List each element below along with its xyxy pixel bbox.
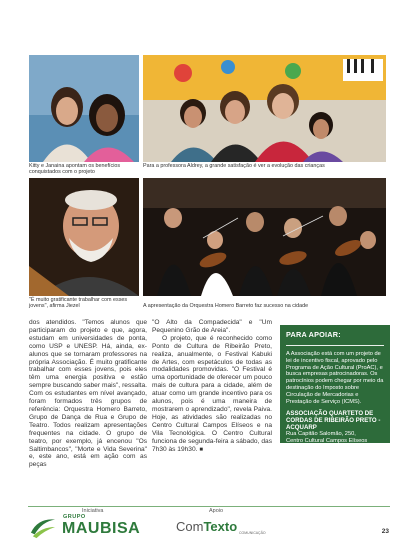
comtexto-logo-com: Com <box>176 519 204 534</box>
support-box-title: PARA APOIAR: <box>286 330 341 339</box>
photo-kitty-janaina <box>29 55 139 162</box>
comtexto-logo-texto: Texto <box>203 519 238 534</box>
article-col2-lead: "O Alto da Compadecida" e "Um Pequenino Grão de Areia". <box>152 319 272 334</box>
caption-photo1: Kitty e Janaina apontam os benefícios conquistados com o projeto <box>29 163 121 176</box>
maubisa-logo-small: GRUPO <box>63 514 86 520</box>
maubisa-swoosh-icon <box>29 514 57 540</box>
maubisa-logo <box>29 512 149 540</box>
footer-rule <box>28 506 390 507</box>
photo-orchestra <box>143 178 386 296</box>
address-phone: Tel.: (16) 3635.5667 <box>286 444 337 451</box>
caption-photo2: Para a professora Aldrey, a grande satisfação é ver a evolução das crianças <box>143 163 325 169</box>
support-box-organization: ASSOCIAÇÃO QUARTETO DE CORDAS DE RIBEIRÃO PRETO - ACQUARP <box>286 410 381 432</box>
article-column-2 <box>152 319 272 454</box>
address-street: Rua Capitão Salomão, 250, <box>286 431 356 438</box>
article-col1-text: dos atendidos. "Temos alunos que participaram do projeto e que, agora, estudam em universidades de ponta, como USP e UNESP. Há, ainda, ex-alunos que se tornaram professores na própria Associação. É muito gratificante trabalhar com esses jovens, pois eles têm uma energia positiva e estão sempre buscando saber mais", ressalta. Com os estudantes em nível avançado, foram formados três grupos de referência: Orquestra Homero Barreto, Grupo de Dança de Rua e Grupo de Teatro. Todos realizam apresentações frequentes na cidade. O grupo de teatro, por exemplo, já encenou "Os Saltimbancos", "Morte e Vida Severina" e, este ano, está em ação com as peças <box>29 319 147 469</box>
comtexto-logo <box>176 518 276 538</box>
photo-aldrey-children <box>143 55 386 162</box>
article-column-1 <box>29 319 147 469</box>
maubisa-logo-big: MAUBISA <box>62 520 141 537</box>
address-website[interactable]: www.acquarp.com.br <box>286 458 340 465</box>
support-box-divider <box>286 345 384 346</box>
caption-photo3: "É muito gratificante trabalhar com esses jovens", afirma Jiezel <box>29 297 128 310</box>
initiative-label: Iniciativa <box>82 508 104 514</box>
support-box-address <box>286 431 384 465</box>
article-end-mark: ■ <box>199 446 203 453</box>
comtexto-logo-small: COMUNICAÇÃO <box>239 531 266 535</box>
support-label: Apoio <box>209 508 224 514</box>
support-box <box>280 325 390 465</box>
page-number: 23 <box>381 528 389 535</box>
support-box-body: A Associação está com um projeto de lei de incentivo fiscal, aprovado pelo Programa de Ação Cultural (ProAC), e busca empresas patrocinadoras. Os patrocínios podem chegar por meio da destinação do Imposto sobre Circulação de Mercadorias e Prestação de Serviço (ICMS). <box>286 351 384 405</box>
address-venue: Centro Cultural Campos Elíseos <box>286 438 368 445</box>
caption-photo4: A apresentação da Orquestra Homero Barreto faz sucesso na cidade <box>143 303 309 309</box>
photo-jiezel <box>29 178 139 296</box>
address-email[interactable]: E-mail: acquarp@acquarp.com.br <box>286 451 372 458</box>
article-col2-body: O projeto, que é reconhecido como Ponto de Cultura de Ribeirão Preto, realiza, anualmente, o Festival Kabuki de Artes, com espetáculos de todas as modalidades promovidas. "O Festival é uma oportunidade de oferecer um pouco mais de cultura para a cidade, além de atuar como um grande incentivo para os alunos, pois é uma maneira de mostrarem o aprendizado", revela Paiva. Hoje, as atividades são realizadas no Centro Cultural Campos Elíseos e na Vila Tecnológica. O Centro Cultural funciona de segunda-feira a sábado, das 7h30 às 19h30. <box>152 334 272 453</box>
